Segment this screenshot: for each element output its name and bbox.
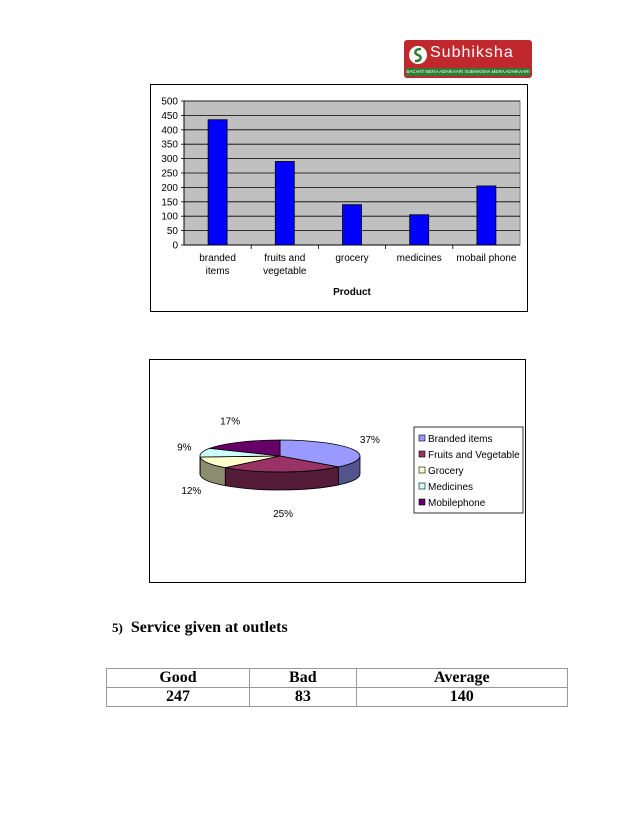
bar <box>343 205 362 245</box>
pie-legend <box>414 427 523 513</box>
bar <box>208 120 227 245</box>
service-table <box>106 668 568 707</box>
y-tick-label: 100 <box>161 211 178 223</box>
section-title: Service given at outlets <box>130 619 288 636</box>
x-tick-label: fruits and <box>264 253 306 264</box>
subhiksha-logo <box>404 40 532 78</box>
value-good: 247 <box>107 688 250 707</box>
logo-tagline: BACHAT MERA ADHIKAAR! SUBHIKSHA MERA ADHIKAAR! <box>406 69 530 74</box>
header-bad: Bad <box>250 669 357 688</box>
product-bar-chart <box>151 85 527 311</box>
y-tick-label: 150 <box>161 197 178 209</box>
y-tick-label: 350 <box>161 139 178 151</box>
y-tick-label: 250 <box>161 168 178 180</box>
pie-value-label: 9% <box>177 442 192 454</box>
pie-value-label: 12% <box>181 486 202 498</box>
y-tick-label: 0 <box>172 240 178 252</box>
x-tick-label: grocery <box>335 253 369 264</box>
legend-swatch <box>419 483 425 489</box>
bar <box>410 215 429 245</box>
bar <box>275 161 294 245</box>
legend-label: Branded items <box>428 434 493 445</box>
value-bad: 83 <box>250 688 357 707</box>
header-good: Good <box>107 669 250 688</box>
pie-value-label: 17% <box>220 416 241 428</box>
y-tick-label: 400 <box>161 125 178 137</box>
x-tick-label: vegetable <box>263 266 307 277</box>
section-heading <box>112 619 288 637</box>
table-header-row <box>107 669 568 688</box>
legend-label: Grocery <box>428 466 464 477</box>
x-tick-label: mobail phone <box>456 253 517 264</box>
table-row <box>107 688 568 707</box>
legend-label: Fruits and Vegetable <box>428 450 520 461</box>
legend-swatch <box>419 435 425 441</box>
header-average: Average <box>356 669 567 688</box>
x-tick-label: branded <box>199 253 236 264</box>
y-tick-label: 450 <box>161 110 178 122</box>
x-tick-label: items <box>205 266 230 277</box>
leaf-s-icon <box>408 43 428 67</box>
logo-brand-name: Subhiksha <box>430 44 514 61</box>
legend-swatch <box>419 451 425 457</box>
y-tick-label: 500 <box>161 96 178 108</box>
bar-plot-group <box>161 97 520 299</box>
y-tick-label: 200 <box>161 182 178 194</box>
legend-label: Medicines <box>428 482 474 493</box>
pie-value-label: 37% <box>359 435 380 447</box>
bar <box>477 186 496 245</box>
product-pie-chart <box>150 360 525 582</box>
legend-swatch <box>419 499 425 505</box>
legend-swatch <box>419 467 425 473</box>
bar-chart-frame <box>150 84 528 312</box>
legend-label: Mobilephone <box>428 498 486 509</box>
y-tick-label: 300 <box>161 154 178 166</box>
x-axis-label: Product <box>333 287 371 298</box>
pie-group <box>177 417 380 520</box>
pie-chart-frame <box>149 359 526 583</box>
y-tick-label: 50 <box>166 226 178 238</box>
section-number: 5) <box>112 620 123 635</box>
value-average: 140 <box>356 688 567 707</box>
pie-value-label: 25% <box>273 508 294 520</box>
x-tick-label: medicines <box>396 253 442 264</box>
